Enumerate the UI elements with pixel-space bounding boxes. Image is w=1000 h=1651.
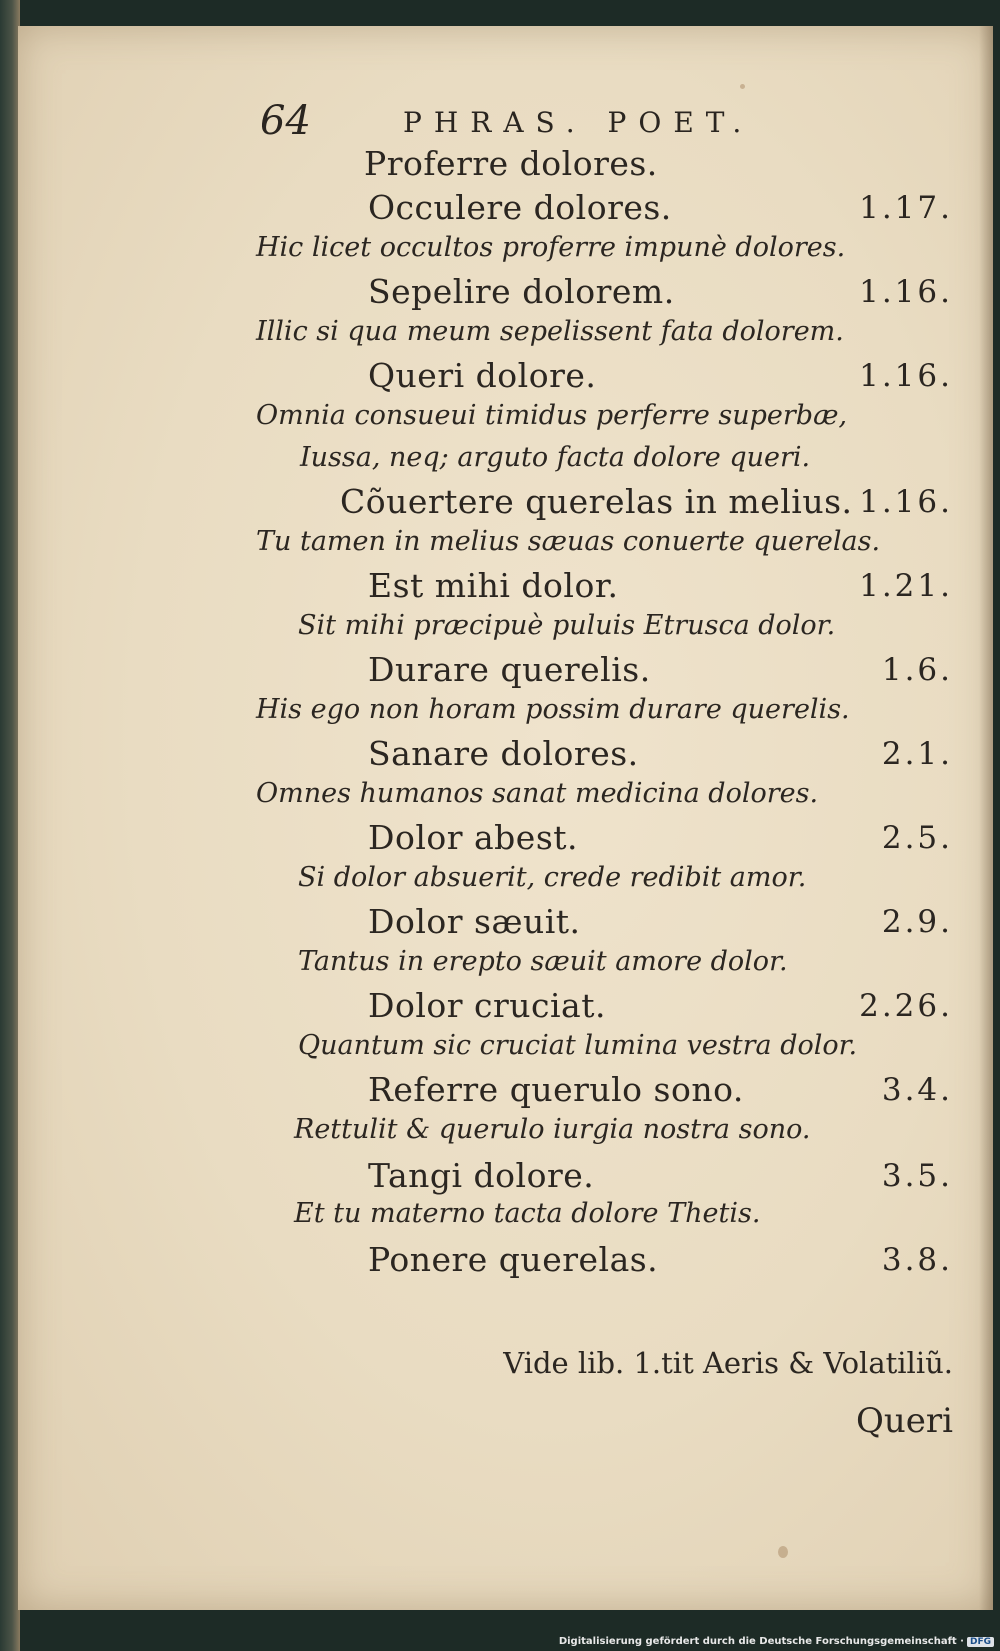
phrase-text: Dolor abest. xyxy=(368,818,579,857)
reference-number: 2.5. xyxy=(881,820,953,856)
phrase-text: Referre querulo sono. xyxy=(368,1070,744,1109)
quotation-line: Sit mihi præcipuè puluis Etrusca dolor. xyxy=(298,610,836,641)
phrase-text: Durare querelis. xyxy=(368,650,651,689)
quotation-line: Iussa, neq; arguto facta dolore queri. xyxy=(300,442,811,473)
paper-stain xyxy=(778,1546,788,1558)
reference-number: 1.16. xyxy=(859,484,953,520)
phrase-text: Est mihi dolor. xyxy=(368,566,619,605)
quotation-line: Omnia consueui timidus perferre superbæ, xyxy=(256,400,848,431)
quotation-line: Omnes humanos sanat medicina dolores. xyxy=(256,778,819,809)
phrase-entry xyxy=(18,188,993,238)
quotation-line: Et tu materno tacta dolore Thetis. xyxy=(294,1198,761,1229)
page-number: 64 xyxy=(260,98,311,144)
paper-stain xyxy=(740,84,745,89)
quotation-line: Tantus in erepto sæuit amore dolor. xyxy=(298,946,788,977)
quotation-line: Tu tamen in melius sæuas conuerte querelas. xyxy=(256,526,881,557)
phrase-entry xyxy=(18,986,993,1036)
dfg-logo-icon: DFG xyxy=(967,1637,994,1647)
quotation-line: Si dolor absuerit, crede redibit amor. xyxy=(298,862,807,893)
quotation-line: Quantum sic cruciat lumina vestra dolor. xyxy=(298,1030,858,1061)
digitization-credit xyxy=(559,1636,994,1647)
phrase-text: Tangi dolore. xyxy=(368,1156,595,1195)
phrase-text: Dolor sæuit. xyxy=(368,902,581,941)
reference-number: 1.21. xyxy=(859,568,953,604)
phrase-entry xyxy=(18,650,993,700)
book-spine xyxy=(0,0,20,1651)
reference-number: 1.6. xyxy=(881,652,953,688)
phrase-entry xyxy=(18,482,993,532)
phrase-text: Occulere dolores. xyxy=(368,188,672,227)
reference-number: 1.16. xyxy=(859,274,953,310)
phrase-text: Queri dolore. xyxy=(368,356,597,395)
reference-number: 2.26. xyxy=(859,988,953,1024)
phrase-entry xyxy=(18,818,993,868)
catchword: Queri xyxy=(855,1401,953,1441)
phrase-entry xyxy=(18,902,993,952)
reference-number: 3.5. xyxy=(881,1158,953,1194)
phrase-entry xyxy=(18,356,993,406)
phrase-text: Proferre dolores. xyxy=(364,144,658,183)
phrase-entry xyxy=(18,144,993,194)
phrase-entry xyxy=(18,566,993,616)
reference-number: 1.17. xyxy=(859,190,953,226)
book-page xyxy=(18,26,993,1610)
cross-reference-note: Vide lib. 1.tit Aeris & Volatiliũ. xyxy=(503,1346,953,1380)
phrase-text: Sepelire dolorem. xyxy=(368,272,675,311)
phrase-text: Ponere querelas. xyxy=(368,1240,659,1279)
phrase-entry xyxy=(18,1070,993,1120)
quotation-line: His ego non horam possim durare querelis. xyxy=(256,694,850,725)
phrase-entry xyxy=(18,272,993,322)
reference-number: 2.1. xyxy=(881,736,953,772)
reference-number: 3.8. xyxy=(881,1242,953,1278)
quotation-line: Hic licet occultos proferre impunè dolores. xyxy=(256,232,846,263)
reference-number: 1.16. xyxy=(859,358,953,394)
reference-number: 2.9. xyxy=(881,904,953,940)
credit-text: Digitalisierung gefördert durch die Deutsche Forschungsgemeinschaft · xyxy=(558,1636,964,1647)
phrase-text: Dolor cruciat. xyxy=(368,986,606,1025)
phrase-text: Sanare dolores. xyxy=(368,734,639,773)
reference-number: 3.4. xyxy=(881,1072,953,1108)
running-title: PHRAS. POET. xyxy=(403,106,754,139)
phrase-entry xyxy=(18,734,993,784)
quotation-line: Rettulit & querulo iurgia nostra sono. xyxy=(294,1114,811,1145)
phrase-text: Cõuertere querelas in melius. xyxy=(340,482,853,521)
phrase-entry xyxy=(18,1240,993,1290)
quotation-line: Illic si qua meum sepelissent fata dolorem. xyxy=(256,316,844,347)
